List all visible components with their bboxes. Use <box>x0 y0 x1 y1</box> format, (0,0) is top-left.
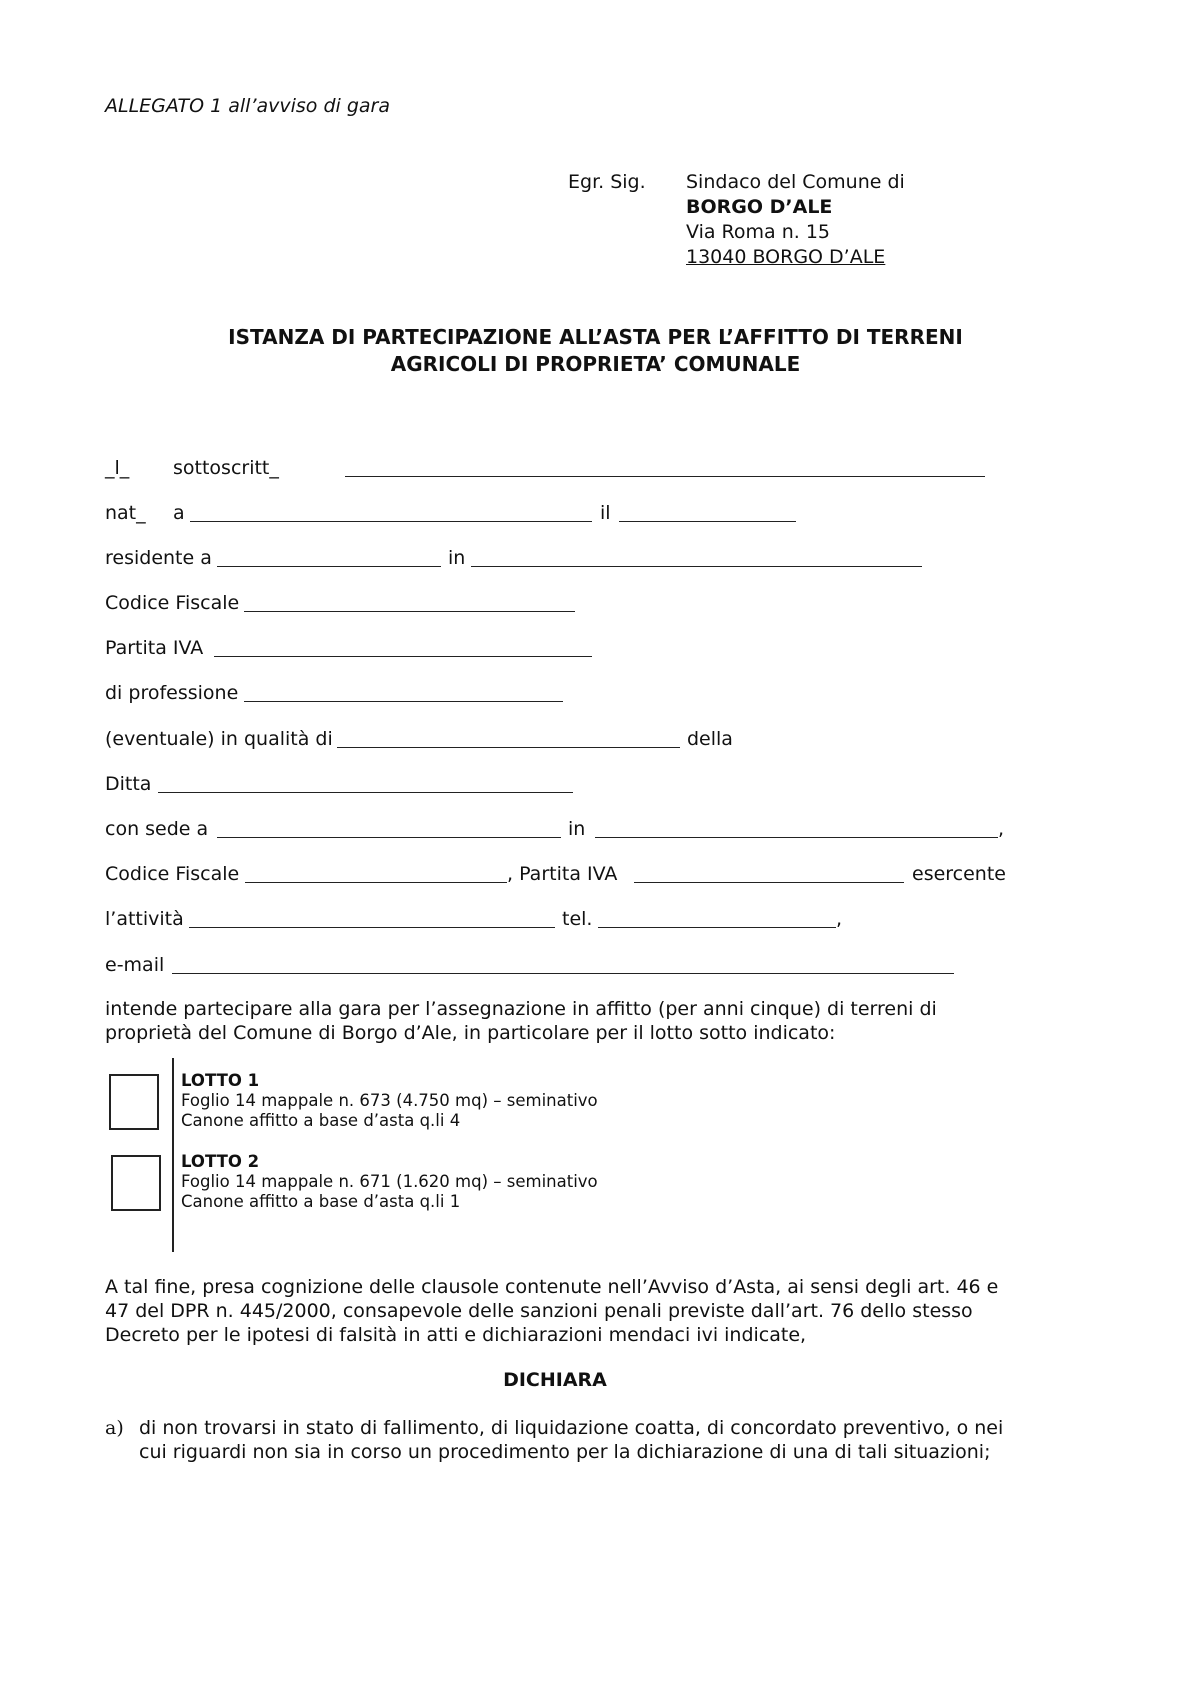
declaration-item-a-text: di non trovarsi in stato di fallimento, di liquidazione coatta, di concordato preventivo, o nei cui riguardi non sia in corso un procedimento per la dichiarazione di una di tali situazioni; <box>139 1417 1004 1463</box>
subscriber-prefix: _l_ <box>105 457 130 479</box>
lot-1-base-rent: Canone affitto a base d’asta q.li 4 <box>181 1111 461 1130</box>
birthplace-field[interactable] <box>190 503 592 522</box>
born-label: nat_ <box>105 502 146 524</box>
lot-1-checkbox[interactable] <box>109 1074 159 1130</box>
vat-field[interactable] <box>214 638 592 657</box>
born-at-label: a <box>173 502 185 524</box>
seat-address-field[interactable] <box>595 819 998 838</box>
declaration-item-a-marker: a) <box>105 1417 124 1439</box>
activity-field[interactable] <box>189 909 555 928</box>
company-field[interactable] <box>158 774 573 793</box>
company-label: Ditta <box>105 773 152 795</box>
seat-in-label: in <box>568 818 586 840</box>
company-tax-code-label: Codice Fiscale <box>105 863 240 885</box>
seat-label: con sede a <box>105 818 209 840</box>
lot-2-base-rent: Canone affitto a base d’asta q.li 1 <box>181 1192 461 1211</box>
vat-label: Partita IVA <box>105 637 204 659</box>
role-field[interactable] <box>337 729 680 748</box>
recipient-line-2: BORGO D’ALE <box>686 196 833 218</box>
profession-label: di professione <box>105 682 239 704</box>
recipient-line-4: 13040 BORGO D’ALE <box>686 246 886 268</box>
company-vat-field[interactable] <box>634 864 904 883</box>
lot-2-title: LOTTO 2 <box>181 1152 260 1171</box>
born-on-label: il <box>600 502 611 524</box>
resident-label: residente a <box>105 547 212 569</box>
activity-label: l’attività <box>105 908 184 930</box>
phone-label: tel. <box>562 908 593 930</box>
lot-2-checkbox[interactable] <box>111 1155 161 1211</box>
recipient-line-3: Via Roma n. 15 <box>686 221 831 243</box>
role-label: (eventuale) in qualità di <box>105 728 333 750</box>
profession-field[interactable] <box>244 683 563 702</box>
recipient-line-1: Sindaco del Comune di <box>686 171 905 193</box>
declaration-intro: A tal fine, presa cognizione delle clausole contenute nell’Avviso d’Asta, ai sensi degli art. 46 e 47 del DPR n. 445/2000, consapevole delle sanzioni penali previste dall’art. 76 dello stesso Decreto per le ipotesi di falsità in atti e dichiarazioni mendaci ivi indicate, <box>105 1276 999 1346</box>
lot-1-title: LOTTO 1 <box>181 1071 260 1090</box>
residence-address-field[interactable] <box>471 548 922 567</box>
email-field[interactable] <box>172 955 954 974</box>
intent-paragraph: intende partecipare alla gara per l’assegnazione in affitto (per anni cinque) di terreni di proprietà del Comune di Borgo d’Ale, in particolare per il lotto sotto indicato: <box>105 998 937 1044</box>
declaration-heading: DICHIARA <box>503 1369 607 1391</box>
document-title-line-2: AGRICOLI DI PROPRIETA’ COMUNALE <box>390 352 801 376</box>
company-vat-label: , Partita IVA <box>507 863 618 885</box>
attachment-label: ALLEGATO 1 all’avviso di gara <box>105 95 390 117</box>
phone-field[interactable] <box>598 909 836 928</box>
salutation: Egr. Sig. <box>568 171 646 193</box>
lot-1-description: Foglio 14 mappale n. 673 (4.750 mq) – seminativo <box>181 1091 598 1110</box>
lot-2-description: Foglio 14 mappale n. 671 (1.620 mq) – seminativo <box>181 1172 598 1191</box>
phone-suffix: , <box>836 908 843 930</box>
tax-code-label: Codice Fiscale <box>105 592 240 614</box>
tax-code-field[interactable] <box>244 593 575 612</box>
operating-label: esercente <box>912 863 1006 885</box>
resident-in-label: in <box>448 547 466 569</box>
document-title-line-1: ISTANZA DI PARTECIPAZIONE ALL’ASTA PER L’AFFITTO DI TERRENI <box>228 325 963 349</box>
email-label: e-mail <box>105 954 165 976</box>
birthdate-field[interactable] <box>619 503 796 522</box>
seat-suffix: , <box>998 818 1005 840</box>
role-suffix: della <box>687 728 733 750</box>
company-tax-code-field[interactable] <box>245 864 507 883</box>
seat-city-field[interactable] <box>217 819 561 838</box>
lots-divider <box>172 1058 174 1252</box>
subscriber-label: sottoscritt_ <box>173 457 279 479</box>
residence-city-field[interactable] <box>217 548 441 567</box>
subscriber-name-field[interactable] <box>345 458 985 477</box>
